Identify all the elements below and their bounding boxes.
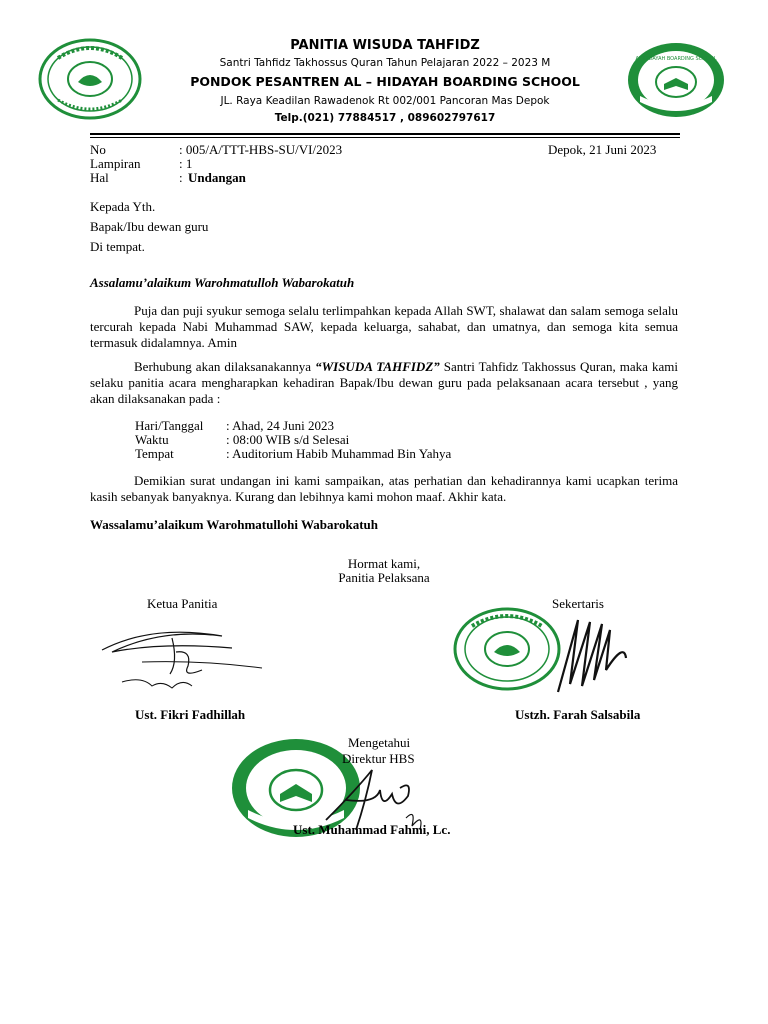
detail-label: Waktu	[135, 432, 169, 447]
header-phone: Telp.(021) 77884517 , 089602797617	[274, 112, 496, 124]
ketua-signature-icon	[92, 622, 268, 700]
header-divider	[90, 133, 680, 135]
recipient-line2: Bapak/Ibu dewan guru	[90, 219, 209, 234]
direktur-label: Direktur HBS	[342, 751, 415, 766]
meta-lampiran-label: Lampiran	[90, 156, 141, 171]
paragraph-2-event: “WISUDA TAHFIDZ”	[315, 359, 440, 374]
mengetahui: Mengetahui	[348, 735, 411, 750]
header-subtitle: Santri Tahfidz Takhossus Quran Tahun Pelajaran 2022 – 2023 M	[219, 57, 551, 69]
meta-hal-value: Undangan	[188, 170, 246, 185]
meta-no-label: No	[90, 142, 106, 157]
paragraph-2	[90, 359, 678, 407]
meta-hal-label: Hal	[90, 170, 109, 185]
sekretaris-name: Ustzh. Farah Salsabila	[515, 707, 641, 722]
place-date: Depok, 21 Juni 2023	[548, 142, 657, 157]
recipient-line1: Kepada Yth.	[90, 199, 156, 214]
meta-lampiran-value: : 1	[179, 156, 193, 171]
meta-no-value: : 005/A/TTT-HBS-SU/VI/2023	[179, 142, 343, 157]
direktur-name: Ust. Muhammad Fahmi, Lc.	[293, 822, 451, 837]
header-divider-thin	[90, 137, 680, 138]
detail-label: Tempat	[135, 446, 174, 461]
sekretaris-signature-icon	[548, 614, 632, 698]
recipient-line3: Di tempat.	[90, 239, 145, 254]
ketua-label: Ketua Panitia	[147, 596, 218, 611]
header-school: PONDOK PESANTREN AL – HIDAYAH BOARDING SCHOOL	[190, 74, 580, 89]
paragraph-3: Demikian surat undangan ini kami sampaikan, atas perhatian dan kehadirannya kami ucapkan terima kasih sebanyak banyaknya. Kurang dan lebihnya kami mohon maaf. Akhir kata.	[90, 473, 678, 504]
sekretaris-label: Sekertaris	[552, 596, 604, 611]
meta-hal-colon: :	[179, 170, 183, 185]
school-seal-left-icon	[38, 38, 142, 120]
school-seal-right-icon	[624, 40, 728, 120]
paragraph-2-pre: Berhubung akan dilaksanakannya	[134, 359, 316, 374]
header-title: PANITIA WISUDA TAHFIDZ	[290, 38, 480, 53]
detail-label: Hari/Tanggal	[135, 418, 204, 433]
closing: Wassalamu’alaikum Warohmatullohi Wabarokatuh	[90, 517, 379, 532]
detail-value: : Auditorium Habib Muhammad Bin Yahya	[226, 446, 452, 461]
header-address: JL. Raya Keadilan Rawadenok Rt 002/001 Pancoran Mas Depok	[220, 95, 550, 107]
detail-value: : 08:00 WIB s/d Selesai	[226, 432, 350, 447]
logo-text: AL-HIDAYAH BOARDING SCHOOL	[635, 56, 717, 62]
ketua-name: Ust. Fikri Fadhillah	[135, 707, 246, 722]
hormat-kami: Hormat kami,	[347, 556, 421, 571]
detail-value: : Ahad, 24 Juni 2023	[226, 418, 334, 433]
panitia-pelaksana: Panitia Pelaksana	[338, 570, 430, 585]
greeting: Assalamu’alaikum Warohmatulloh Wabarokatuh	[90, 275, 355, 290]
sekretaris-stamp-icon	[452, 606, 562, 692]
paragraph-2-post: Santri Tahfidz Takhossus Quran, maka kami selaku panitia acara mengharapkan kehadiran Bapak/Ibu dewan guru pada pelaksanaan acara tersebut , yang akan dilaksanakan pada :	[90, 359, 678, 406]
paragraph-1: Puja dan puji syukur semoga selalu terlimpahkan kepada Allah SWT, shalawat dan salam semoga selalu tercurah kepada Nabi Muhammad SAW, kepada keluarga, sahabat, dan umatnya, dan semoga kita semua termasuk didalamnya. Amin	[90, 303, 678, 350]
